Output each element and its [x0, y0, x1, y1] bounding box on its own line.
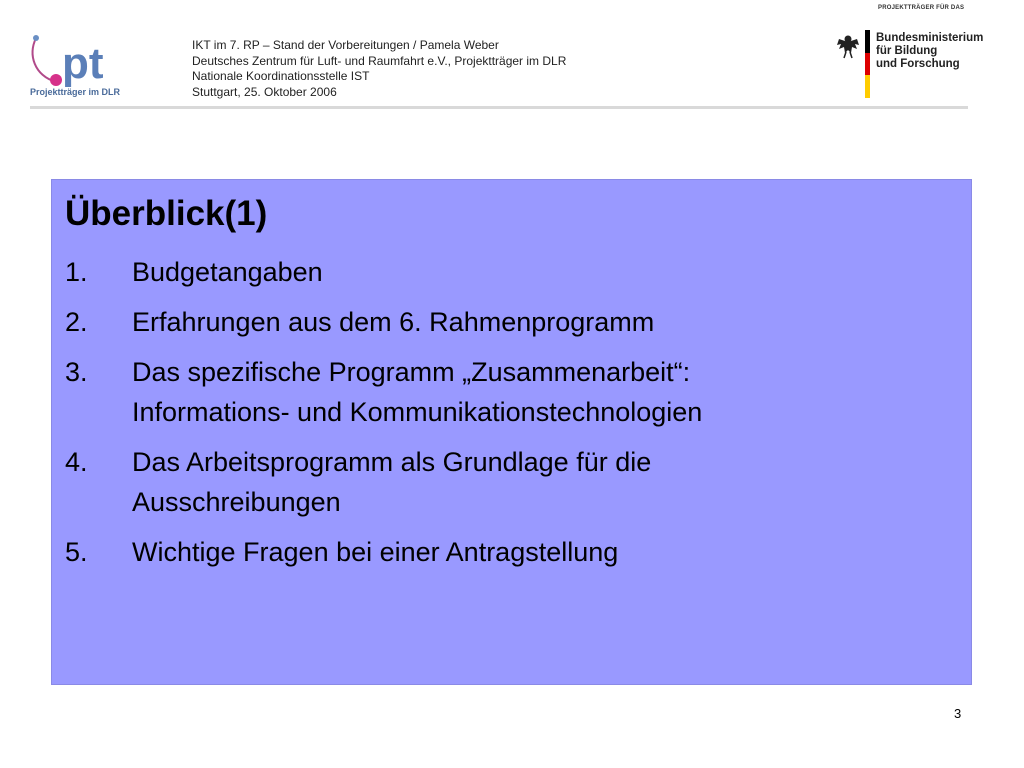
header-line: Nationale Koordinationsstelle IST	[192, 69, 370, 83]
list-item-number: 1.	[65, 257, 88, 287]
list-item-number: 4.	[65, 447, 88, 477]
flag-gold	[865, 75, 870, 98]
flag-red	[865, 53, 870, 76]
list-item	[65, 352, 945, 432]
list-item-text: Erfahrungen aus dem 6. Rahmenprogramm	[132, 307, 655, 337]
list-item-text: Informations- und Kommunikationstechnologien	[132, 397, 703, 427]
list-item	[65, 302, 945, 342]
pt-logo-caption: Projektträger im DLR	[30, 87, 121, 97]
ministry-line: Bundesministerium	[876, 32, 984, 44]
header-info	[192, 38, 566, 100]
ministry-line: für Bildung	[876, 45, 938, 57]
header-line: Deutsches Zentrum für Luft- und Raumfahrt e.V., Projektträger im DLR	[192, 53, 567, 68]
list-item-number: 3.	[65, 357, 88, 387]
list-item	[65, 442, 945, 522]
header-divider	[30, 106, 968, 109]
list-item-text: Budgetangaben	[132, 257, 323, 287]
flag-black	[865, 30, 870, 53]
german-flag-stripe	[865, 30, 870, 98]
pt-logo-letters: pt	[62, 39, 104, 88]
ministry-name	[876, 32, 983, 71]
list-item-text: Das Arbeitsprogramm als Grundlage für die	[132, 447, 652, 477]
list-item-text: Das spezifische Programm „Zusammenarbeit“:	[132, 357, 691, 387]
list-item-number: 5.	[65, 537, 88, 567]
list-item	[65, 532, 945, 572]
ministry-line: und Forschung	[876, 58, 960, 70]
content-panel	[51, 179, 972, 685]
ministry-top-label: PROJEKTTRÄGER FÜR DAS	[878, 5, 965, 11]
list-item-text: Wichtige Fragen bei einer Antragstellung	[132, 537, 619, 567]
slide-title: Überblick(1)	[65, 194, 268, 233]
header-line: Stuttgart, 25. Oktober 2006	[192, 84, 337, 99]
federal-eagle-icon	[836, 33, 860, 59]
overview-list	[65, 252, 945, 582]
page-number: 3	[954, 706, 962, 721]
header-line: IKT im 7. RP – Stand der Vorbereitungen / Pamela Weber	[192, 38, 499, 52]
list-item-number: 2.	[65, 307, 88, 337]
list-item-text: Ausschreibungen	[132, 487, 341, 517]
list-item	[65, 252, 945, 292]
